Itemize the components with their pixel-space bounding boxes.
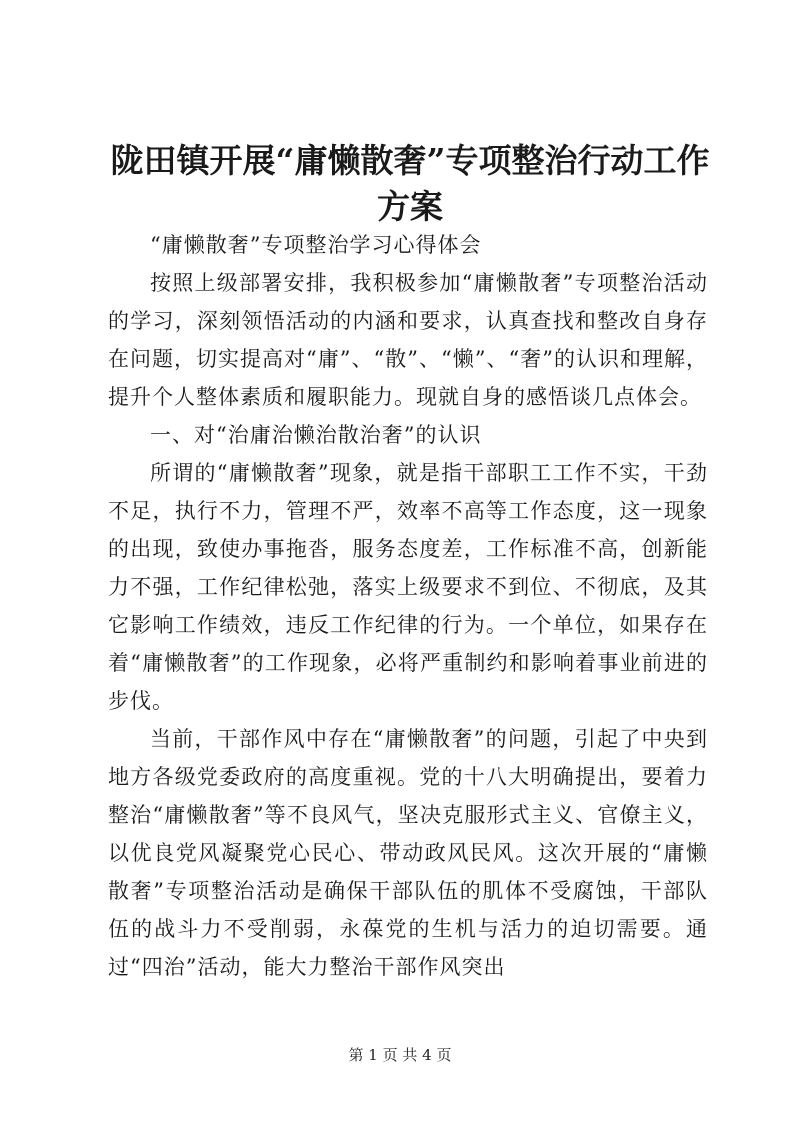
section-heading-1: 一、对“治庸治懒治散治奢”的认识 <box>150 423 482 447</box>
paragraph-intro: 按照上级部署安排，我积极参加“庸懒散奢”专项整治活动的学习，深刻领悟活动的内涵和要求，认真查找和整改自身存在问题，切实提高对“庸”、“散”、“懒”、“奢”的认识和理解，提升个人整体素质和履职能力。现就自身的感悟谈几点体会。 <box>108 271 708 409</box>
page-footer: 第 1 页 共 4 页 <box>348 1046 452 1064</box>
document-body <box>108 226 708 986</box>
paragraph-subtitle: “庸懒散奢”专项整治学习心得体会 <box>150 233 482 257</box>
paragraph-definition: 所谓的“庸懒散奢”现象，就是指干部职工工作不实，干劲不足，执行不力，管理不严，效率不高等工作态度，这一现象的出现，致使办事拖沓，服务态度差，工作标准不高，创新能力不强，工作纪律松弛，落实上级要求不到位、不彻底，及其它影响工作绩效，违反工作纪律的行为。一个单位，如果存在着“庸懒散奢”的工作现象，必将严重制约和影响着事业前进的步伐。 <box>108 461 708 713</box>
document-title: 陇田镇开展“庸懒散奢”专项整治行动工作方案 <box>110 141 710 226</box>
paragraph-current-situation: 当前，干部作风中存在“庸懒散奢”的问题，引起了中央到地方各级党委政府的高度重视。党的十八大明确提出，要着力整治“庸懒散奢”等不良风气，坚决克服形式主义、官僚主义，以优良党风凝聚党心民心、带动政风民风。这次开展的“庸懒散奢”专项整治活动是确保干部队伍的肌体不受腐蚀，干部队伍的战斗力不受削弱，永葆党的生机与活力的迫切需要。通过“四治”活动，能大力整治干部作风突出 <box>108 727 708 979</box>
